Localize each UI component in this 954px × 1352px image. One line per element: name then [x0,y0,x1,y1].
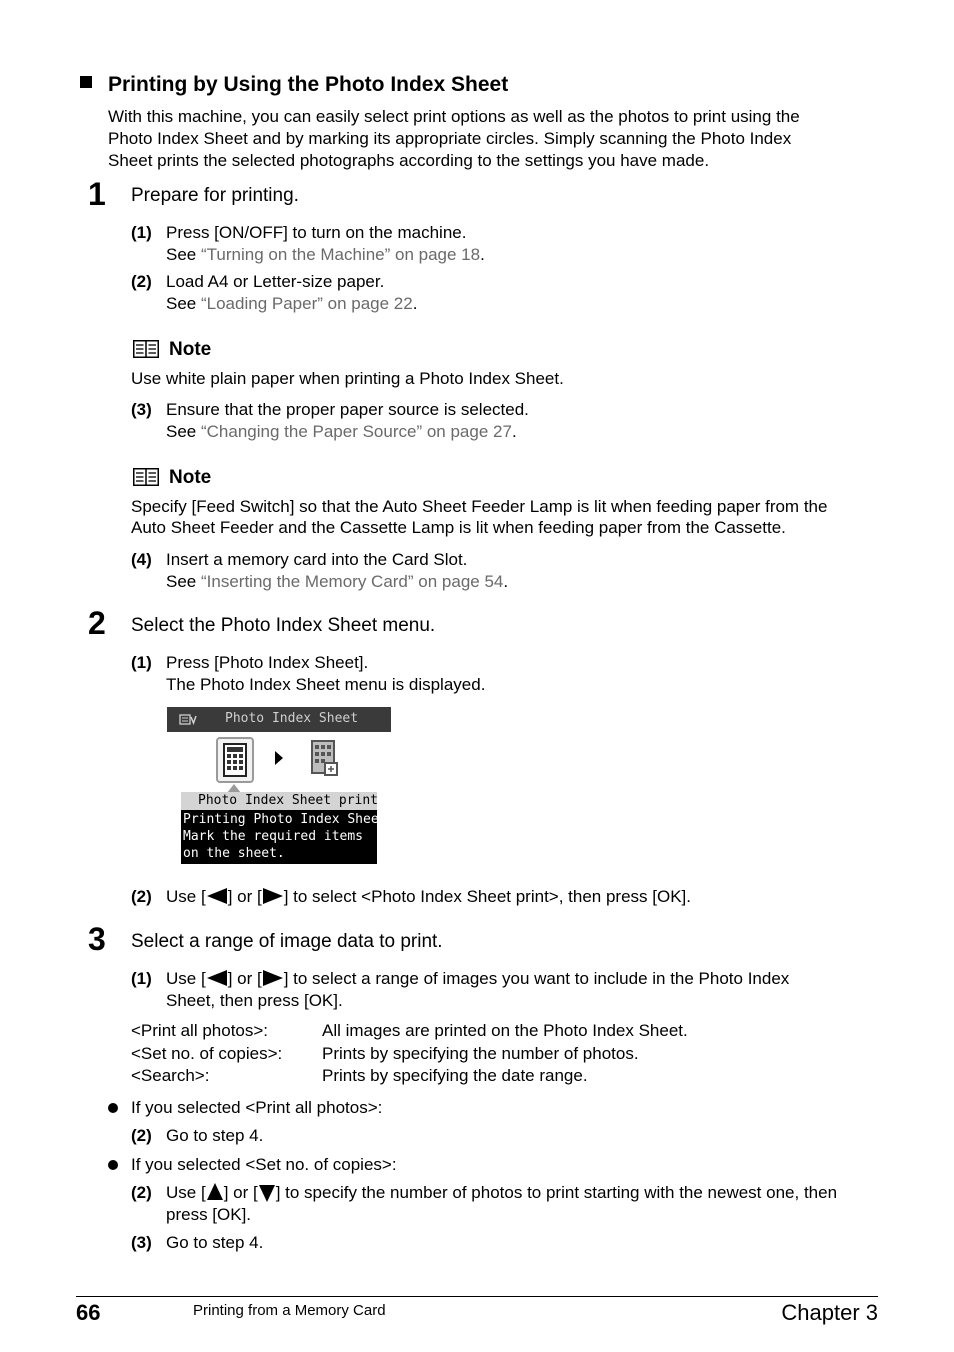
page-number: 66 [76,1300,101,1325]
lcd-message-line-2: Mark the required items [183,829,364,844]
substep-number: (2) [131,887,152,906]
note-book-icon [133,340,159,358]
substep-number: (2) [131,272,152,291]
note-book-icon [133,468,159,486]
cross-reference-link[interactable]: “Inserting the Memory Card” on page 54 [200,572,504,591]
intro-line-1: With this machine, you can easily select print options as well as the photos to print using the [108,107,800,126]
option-description: Prints by specifying the date range. [322,1066,588,1085]
cross-reference-link[interactable]: “Turning on the Machine” on page 18 [200,245,481,264]
lcd-title: Photo Index Sheet [225,711,359,726]
substep-number: (1) [131,223,152,242]
grid-document-icon [223,743,247,777]
step-2-number: 2 [88,605,106,641]
footer-section-title: Printing from a Memory Card [193,1302,386,1319]
substep-text: Insert a memory card into the Card Slot. See “Inserting the Memory Card” on page 54. [166,550,509,591]
note-label: Note [169,339,212,360]
substep-text: Load A4 or Letter-size paper. See “Loading Paper” on page 22. [166,272,418,313]
right-arrow-icon [274,751,284,765]
step-3-title: Select a range of image data to print. [131,931,443,952]
lcd-title-bar [167,707,391,732]
lcd-message-box [181,792,395,864]
photo-index-sheet-icon [179,714,197,726]
option-key: <Set no. of copies>: [131,1044,283,1063]
step-1-title: Prepare for printing. [131,185,299,206]
option-description: All images are printed on the Photo Index Sheet. [322,1021,688,1040]
section-bullet [80,76,92,88]
lcd-message-line-3: on the sheet. [183,846,285,861]
substep-number: (4) [131,550,152,569]
option-key: <Search>: [131,1066,210,1085]
note-2-line-1: Specify [Feed Switch] so that the Auto Sheet Feeder Lamp is lit when feeding paper from the [131,497,828,516]
footer-rule [76,1296,878,1297]
substep-number: (1) [131,969,152,988]
cross-reference-link[interactable]: “Loading Paper” on page 22 [200,294,413,313]
substep-number: (2) [131,1183,152,1202]
scan-document-icon [310,739,340,779]
right-arrow-button-icon [263,888,283,904]
note-label: Note [169,467,212,488]
step-1-number: 1 [88,176,106,212]
note-2-line-2: Auto Sheet Feeder and the Cassette Lamp is lit when feeding paper from the Cassette. [131,518,786,537]
up-arrow-button-icon [207,1183,223,1200]
substep-number: (3) [131,1233,152,1252]
cross-reference-link[interactable]: “Changing the Paper Source” on page 27 [200,422,512,441]
bullet-point [108,1103,118,1113]
substep-text: Press [Photo Index Sheet]. The Photo Index Sheet menu is displayed. [166,653,486,694]
section-title: Printing by Using the Photo Index Sheet [108,73,509,96]
substep-text: Go to step 4. [166,1126,264,1145]
substep-text: Go to step 4. [166,1233,264,1252]
substep-text: Use [ ] or [ ] to select <Photo Index Sheet print>, then press [OK]. [166,887,691,906]
footer-chapter: Chapter 3 [781,1300,878,1325]
bullet-text: If you selected <Print all photos>: [131,1098,383,1117]
intro-line-2: Photo Index Sheet and by marking its appropriate circles. Simply scanning the Photo Index [108,129,792,148]
substep-text: Ensure that the proper paper source is selected. See “Changing the Paper Source” on page 27. [166,400,529,441]
substep-text: Use [ ] or [ ] to select a range of images you want to include in the Photo Index Sheet, then press [OK]. [166,969,790,1010]
substep-number: (2) [131,1126,152,1145]
bullet-point [108,1160,118,1170]
option-key: <Print all photos>: [131,1021,269,1040]
note-1-text: Use white plain paper when printing a Photo Index Sheet. [131,369,564,388]
substep-number: (1) [131,653,152,672]
substep-text: Press [ON/OFF] to turn on the machine. See “Turning on the Machine” on page 18. [166,223,485,264]
substep-text: Use [ ] or [ ] to specify the number of photos to print starting with the newest one, then press [OK]. [166,1183,838,1224]
bullet-text: If you selected <Set no. of copies>: [131,1155,397,1174]
option-description: Prints by specifying the number of photos. [322,1044,639,1063]
right-arrow-button-icon [263,970,283,986]
substep-number: (3) [131,400,152,419]
index-sheet-print-icon-selected[interactable] [216,737,254,783]
down-arrow-button-icon [259,1185,275,1202]
left-arrow-button-icon [207,888,227,904]
lcd-menu-item: Photo Index Sheet print [181,792,377,810]
intro-line-3: Sheet prints the selected photographs according to the settings you have made. [108,151,710,170]
index-sheet-scan-icon[interactable] [310,739,340,779]
step-2-title: Select the Photo Index Sheet menu. [131,615,436,636]
lcd-screen [167,707,395,864]
lcd-message-line-1: Printing Photo Index Sheet. [183,812,395,827]
step-3-number: 3 [88,921,106,957]
left-arrow-button-icon [207,970,227,986]
